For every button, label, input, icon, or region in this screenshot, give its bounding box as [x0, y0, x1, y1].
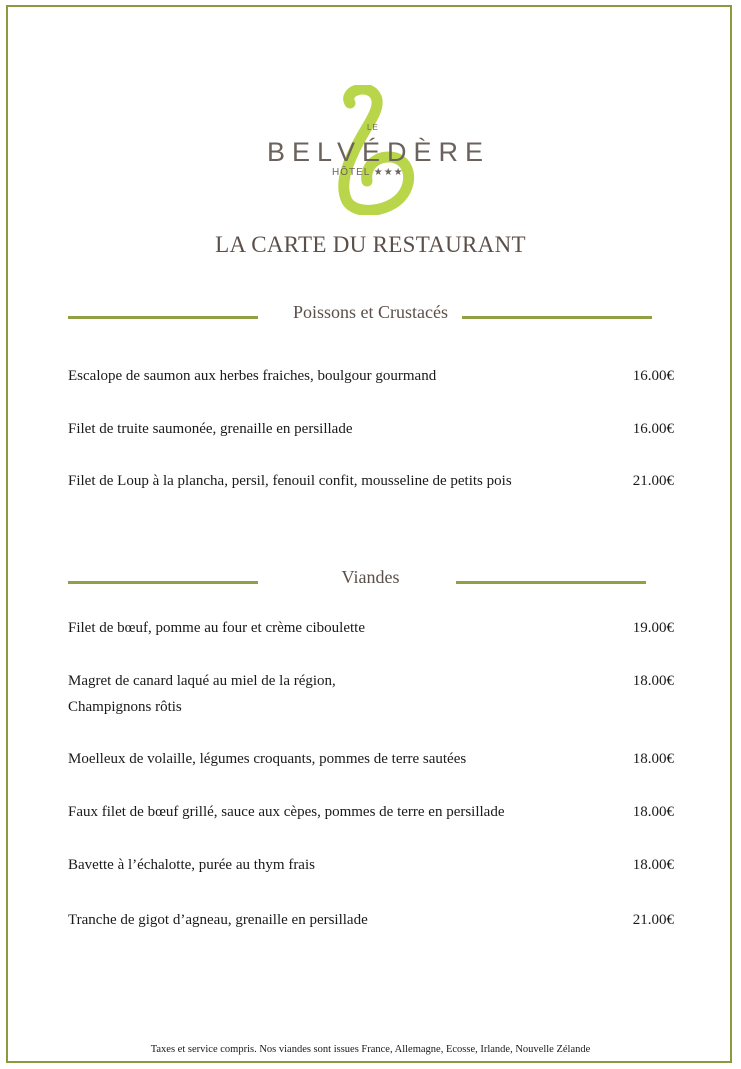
dish-name: Tranche de gigot d’agneau, grenaille en persillade: [68, 912, 368, 928]
section-heading-viandes: [0, 567, 741, 597]
dish-name: Bavette à l’échalotte, purée au thym frais: [68, 857, 315, 873]
dish-name: Magret de canard laqué au miel de la région,: [68, 673, 336, 689]
dish-price: 19.00€: [632, 620, 674, 636]
menu-item: [68, 668, 674, 720]
dish-price: 18.00€: [632, 857, 674, 873]
dish-name: Escalope de saumon aux herbes fraiches, boulgour gourmand: [68, 368, 437, 384]
dish-name: Filet de truite saumonée, grenaille en persillade: [68, 421, 353, 437]
logo-prefix: LE: [367, 123, 379, 132]
page-title: LA CARTE DU RESTAURANT: [215, 232, 526, 257]
logo-brand: BELVÉDÈRE: [267, 137, 491, 167]
divider-line: [456, 581, 646, 584]
dish-price: 21.00€: [632, 912, 674, 928]
logo-subtitle: HÔTEL ★★★: [332, 167, 404, 178]
hotel-logo: [255, 85, 491, 215]
dish-name: Moelleux de volaille, légumes croquants, pommes de terre sautées: [68, 751, 467, 767]
dish-price: 18.00€: [632, 751, 674, 767]
dish-price: 18.00€: [632, 673, 674, 689]
dish-name-line2: Champignons rôtis: [68, 699, 182, 715]
divider-line: [462, 316, 652, 319]
dish-price: 18.00€: [632, 804, 674, 820]
dish-price: 21.00€: [632, 473, 674, 489]
section-heading-poissons: [0, 302, 741, 332]
section-title: Poissons et Crustacés: [293, 302, 448, 322]
section-title: Viandes: [341, 567, 400, 587]
dish-name: Filet de Loup à la plancha, persil, fenouil confit, mousseline de petits pois: [68, 473, 512, 489]
dish-price: 16.00€: [632, 421, 674, 437]
dish-name: Filet de bœuf, pomme au four et crème ciboulette: [68, 620, 365, 636]
dish-price: 16.00€: [632, 368, 674, 384]
dish-name: Faux filet de bœuf grillé, sauce aux cèpes, pommes de terre en persillade: [68, 804, 505, 820]
footer-note: Taxes et service compris. Nos viandes sont issues France, Allemagne, Ecosse, Irlande, Nouvelle Zélande: [150, 1044, 591, 1055]
